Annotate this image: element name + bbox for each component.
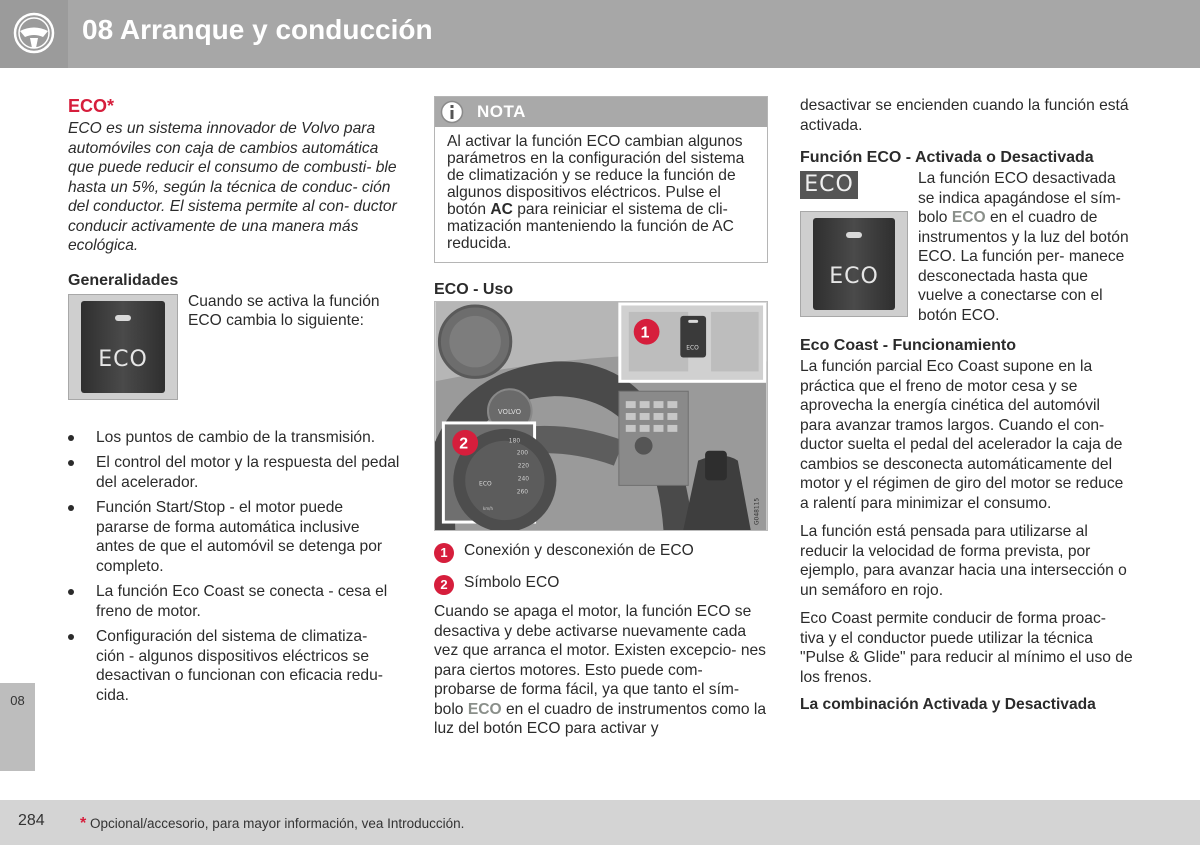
gauge-number: 260 [516, 488, 529, 496]
page-title: 08 Arranque y conducción [82, 14, 433, 45]
gauge-number: 180 [508, 437, 521, 445]
eco-coast-paragraph-1: La función parcial Eco Coast supone en la práctica que el freno de motor cesa y se aprovecha la energía cinética del automóvil para avanzar tramos largos. Cuando el con- ductor suelta el pedal del acelerador la caja de cambios se desconecta automáticamente del motor y el régimen de giro del motor se reduce a ralentí para minimizar el consumo. [800, 358, 1124, 512]
eco-symbol-inline: ECO [951, 209, 986, 226]
section-heading-eco: ECO* [68, 96, 115, 116]
changes-list [68, 428, 400, 706]
info-icon [440, 100, 464, 124]
generalidades-text: Cuando se activa la función ECO cambia lo siguiente: [188, 292, 380, 329]
callout-2: 2 [459, 435, 469, 453]
column-middle [434, 92, 768, 739]
continued-text: desactivar se encienden cuando la función está activada. [800, 97, 1129, 134]
eco-symbol-inline: ECO [467, 700, 502, 718]
header-icon-box [0, 0, 68, 68]
steering-wheel-icon [13, 12, 55, 54]
eco-button-figure-2 [800, 211, 908, 317]
brand-logo: VOLVO [497, 408, 522, 417]
generalidades-heading: Generalidades [68, 271, 179, 289]
funcion-eco-block [800, 169, 1134, 329]
list-item: Configuración del sistema de climatiza- ción - algunos dispositivos eléctricos se desactivan o funcionan con eficacia redu- cida. [68, 627, 400, 705]
list-item: El control del motor y la respuesta del pedal del acelerador. [68, 453, 400, 492]
note-header [435, 97, 767, 127]
eco-button-figure [68, 294, 178, 400]
eco-coast-paragraph-3: Eco Coast permite conducir de forma proac- tiva y el conductor puede utilizar la técnica "Pulse & Glide" para reducir al mínimo el uso de los frenos. [800, 610, 1133, 686]
callout-1: 1 [640, 324, 650, 342]
combination-heading: La combinación Activada y Desactivada [800, 696, 1096, 713]
column-right [800, 96, 1134, 716]
gauge-eco-symbol: ECO [479, 480, 492, 488]
list-item: Los puntos de cambio de la transmisión. [68, 428, 400, 448]
note-box [434, 96, 768, 263]
eco-button-label: ECO [829, 264, 879, 289]
funcion-eco-heading: Función ECO - Activada o Desactivada [800, 149, 1094, 166]
eco-button-face [81, 301, 165, 393]
eco-button-led [115, 315, 131, 321]
eco-coast-paragraph-2: La función está pensada para utilizarse al reducir la velocidad de forma prevista, por ejemplo, para avanzar hacia una intersección o un semáforo en rojo. [800, 523, 1127, 599]
gauge-unit: km/h [483, 506, 494, 512]
eco-button-led [846, 232, 862, 238]
gauge-number: 200 [516, 449, 529, 457]
eco-uso-heading: ECO - Uso [434, 281, 514, 298]
gauge-number: 240 [517, 475, 530, 483]
eco-coast-heading: Eco Coast - Funcionamiento [800, 337, 1017, 354]
column-left [68, 92, 400, 711]
figure-button-text: ECO [686, 344, 699, 352]
note-body: Al activar la función ECO cambian algunos parámetros en la configuración del sistema de climatización y se reduce la función de algunos dispositivos eléctricos. Pulse el botón AC para reiniciar el sistema de cli- matización manteniendo la función de AC reducida. [447, 133, 745, 252]
callout-marker-2: 2 [434, 575, 454, 595]
dashboard-figure [434, 301, 768, 531]
caption-2: 2 Símbolo ECO [434, 573, 768, 593]
intro-paragraph: ECO es un sistema innovador de Volvo para automóviles con caja de cambios automática que puede reducir el consumo de combusti- ble hasta un 5%, según la técnica de conduc- ción del conductor. El sistema permite al con- ductor conducir activamente de una manera más ecológica. [68, 120, 397, 254]
footnote-text: Opcional/accesorio, para mayor información, vea Introducción. [90, 816, 465, 831]
callout-marker-1: 1 [434, 543, 454, 563]
list-item: Función Start/Stop - el motor puede pararse de forma automática inclusive antes de que el automóvil se detenga por completo. [68, 498, 400, 576]
list-item: La función Eco Coast se conecta - cesa el freno de motor. [68, 582, 400, 621]
eco-button-label: ECO [98, 346, 148, 372]
funcion-eco-text: La función ECO desactivada se indica apagándose el sím- bolo ECO en el cuadro de instrumentos y la luz del botón ECO. La función per- manece desconectada hasta que vuelve a conectarse con el botón ECO. [918, 170, 1129, 324]
footnote [80, 815, 464, 833]
figure-code: G048115 [753, 497, 761, 526]
gauge-number: 220 [517, 462, 530, 470]
caption-1: 1 Conexión y desconexión de ECO [434, 541, 768, 561]
chapter-tab: 08 [0, 683, 35, 771]
generalidades-block [68, 292, 400, 422]
eco-uso-paragraph: Cuando se apaga el motor, la función ECO se desactiva y debe activarse nuevamente cada vez que arranca el motor. Existen excepcio- nes para ciertos motores. Esto puede com- probarse de forma fácil, ya que tanto el sím- bolo ECO en el cuadro de instrumentos como la luz del botón ECO para activar y [434, 603, 766, 737]
eco-dash-symbol: ECO [800, 171, 858, 199]
note-title: NOTA [477, 102, 526, 121]
footnote-star: * [80, 815, 87, 832]
eco-button-face [813, 218, 895, 310]
page-number: 284 [18, 812, 45, 829]
